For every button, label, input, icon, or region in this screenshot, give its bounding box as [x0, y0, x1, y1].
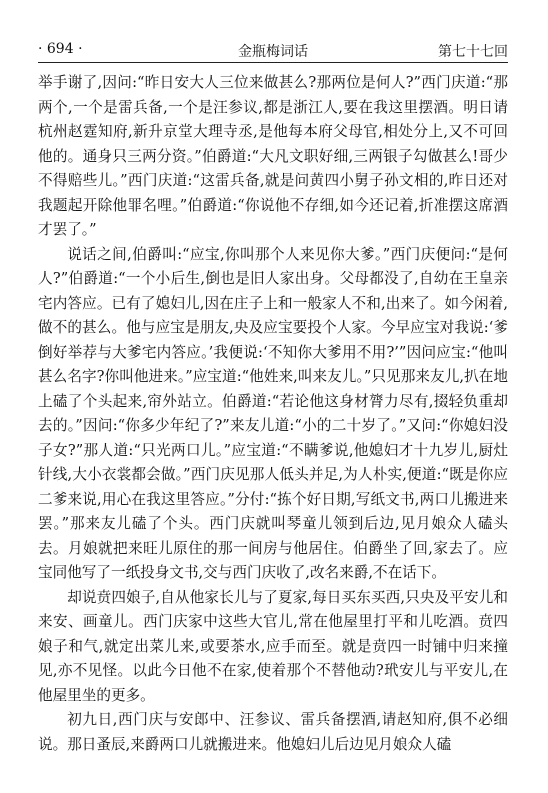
paragraph-3: 却说贲四娘子,自从他家长儿与了夏家,每日买东买西,只央及平安儿和来安、画童儿。西门庆家中这些大官儿,常在他屋里打平和儿吃酒。贲四娘子和气,就定出菜儿来,或要茶水,应手而至。就是贲四一时铺中归来撞见,亦不见怪。以此今日他不在家,使着那个不替他动?玳安儿与平安儿,在他屋里坐的更多。	[38, 588, 508, 704]
paragraph-2: 说话之间,伯爵叫:“应宝,你叫那个人来见你大爹。”西门庆便问:“是何人?”伯爵道:“一个小后生,倒也是旧人家出身。父母都没了,自幼在王皇亲宅内答应。已有了媳妇儿,因在庄子上和一般家人不和,出来了。如今闲着,做不的甚么。他与应宝是朋友,央及应宝要投个人家。今早应宝对我说:‘爹倒好举荐与大爹宅内答应。’我便说:‘不知你大爹用不用?’”因问应宝:“他叫甚么名字?你叫他进来。”应宝道:“他姓来,叫来友儿。”只见那来友儿,扒在地上磕了个头起来,帘外站立。伯爵道:“若论他这身材膂力尽有,掇轻负重却去的。”因问:“你多少年纪了?”来友儿道:“小的二十岁了。”又问:“你媳妇没子女?”那人道:“只光两口儿。”应宝道:“不瞒爹说,他媳妇才十九岁儿,厨灶针线,大小衣裳都会做。”西门庆见那人低头并足,为人朴实,便道:“既是你应二爹来说,用心在我这里答应。”分付:“拣个好日期,写纸文书,两口儿搬进来罢。”那来友儿磕了个头。西门庆就叫琴童儿领到后边,见月娘众人磕头去。月娘就把来旺儿原住的那一间房与他居住。伯爵坐了回,家去了。应宝同他写了一纸投身文书,交与西门庆收了,改名来爵,不在话下。	[38, 245, 508, 581]
page-header	[38, 37, 508, 59]
header-rule	[38, 62, 508, 63]
paragraph-4: 初九日,西门庆与安郎中、汪参议、雷兵备摆酒,请赵知府,俱不必细说。那日蚤辰,来爵两口儿就搬进来。他媳妇儿后边见月娘众人磕	[38, 711, 508, 753]
body-text	[38, 71, 508, 757]
book-title: 金瓶梅词话	[238, 44, 308, 60]
paragraph-1: 举手谢了,因问:“昨日安大人三位来做甚么?那两位是何人?”西门庆道:“那两个,一个是雷兵备,一个是汪参议,都是浙江人,要在我这里摆酒。明日请杭州赵霆知府,新升京堂大理寺丞,是他每本府父母官,相处分上,又不可回他的。通身只三两分资。”伯爵道:“大凡文职好细,三两银子勾做甚么!哥少不得赔些儿。”西门庆道:“这雷兵备,就是问黄四小舅子孙文相的,昨日还对我题起开除他罪名哩。”伯爵道:“你说他不存细,如今还记着,折准摆这席酒才罢了。”	[38, 74, 508, 238]
page-number: · 694 ·	[38, 41, 83, 57]
chapter-title: 第七十七回	[438, 44, 508, 60]
